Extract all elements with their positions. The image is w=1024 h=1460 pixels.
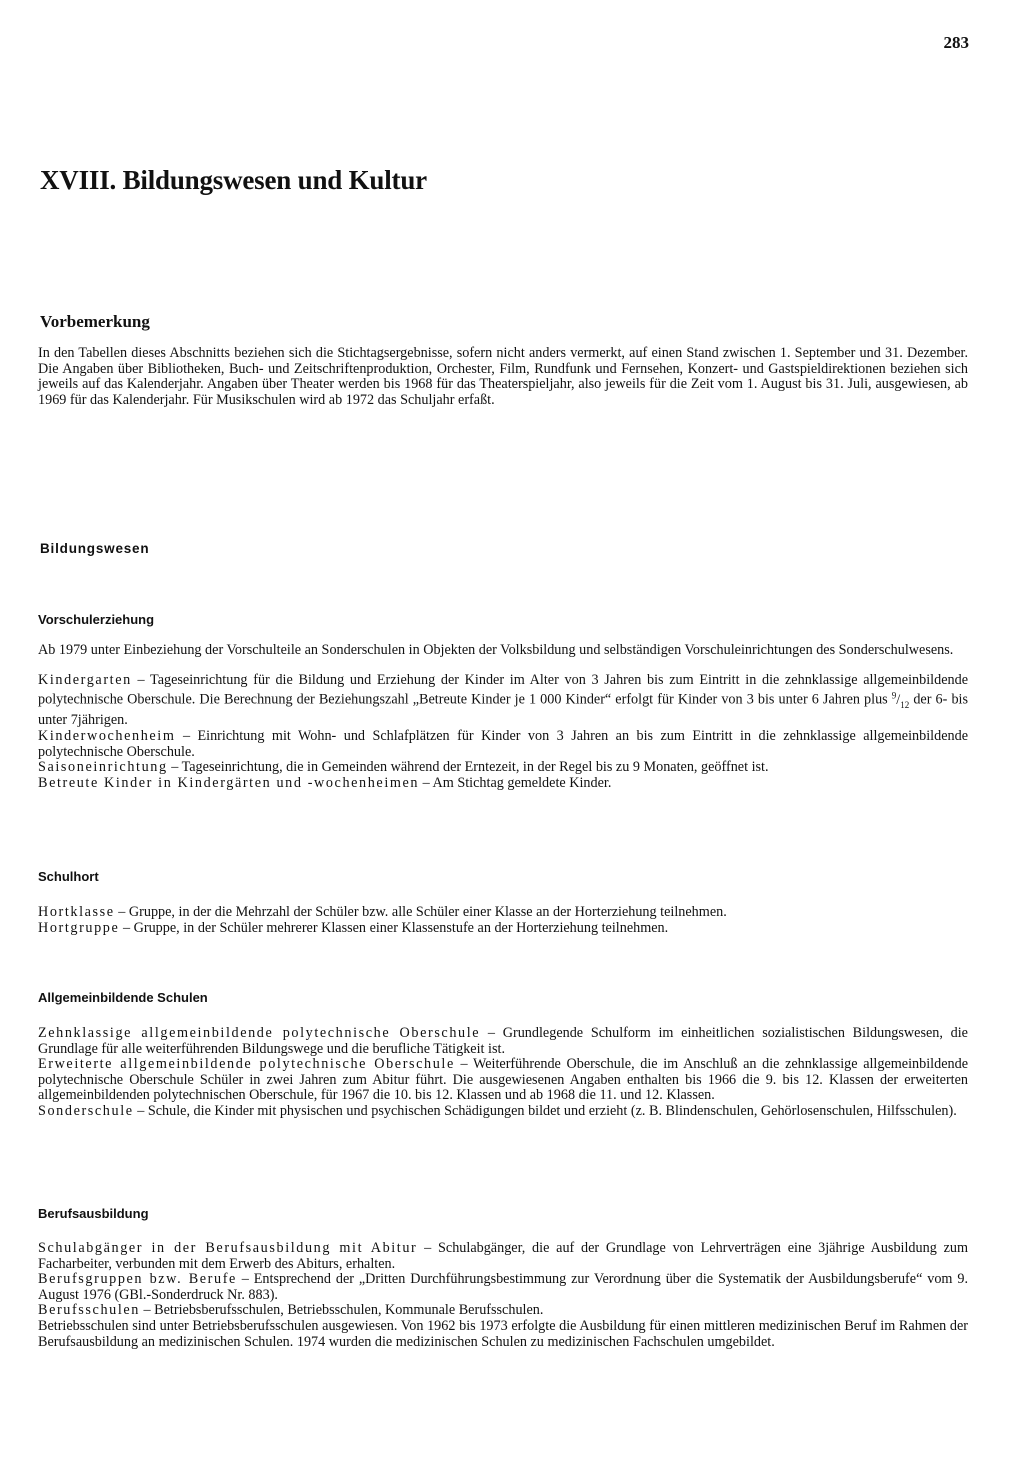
definition-kindergarten-text-b: der 6- bis unter 7jährigen. bbox=[38, 691, 968, 729]
allgemeinbildende-schulen-block bbox=[38, 1026, 968, 1120]
term-betreute-kinder: Betreute Kinder in Kindergärten und -wochenheimen bbox=[38, 774, 420, 791]
definition-zehnklassige-oberschule bbox=[38, 1026, 968, 1057]
definition-saisoneinrichtung-text: – Tageseinrichtung, die in Gemeinden während der Erntezeit, in der Regel bis zu 9 Monaten, geöffnet ist. bbox=[167, 759, 769, 776]
term-sonderschule: Sonderschule bbox=[38, 1102, 134, 1119]
definition-kinderwochenheim bbox=[38, 729, 968, 760]
definition-berufsgruppen-text: – Entsprechend der „Dritten Durchführungsbestimmung zur Verordnung über die Systematik der Ausbildungsberufe“ vom 9. August 1976 (GBl.-Sonderdruck Nr. 883). bbox=[38, 1271, 968, 1303]
definition-sonderschule bbox=[38, 1104, 968, 1120]
definition-schulabgaenger-text: – Schulabgänger, die auf der Grundlage von Lehrverträgen eine 3jährige Ausbildung zum Facharbeiter, verbunden mit dem Erwerb des Abiturs, erhalten. bbox=[38, 1240, 969, 1272]
term-kindergarten: Kindergarten bbox=[38, 671, 132, 688]
page-number: 283 bbox=[943, 33, 969, 52]
definition-erweiterte-oberschule bbox=[38, 1057, 968, 1104]
bildungswesen-heading: Bildungswesen bbox=[40, 541, 150, 556]
vorbemerkung-text-block bbox=[38, 346, 968, 408]
definition-zehnklassige-oberschule-text: – Grundlegende Schulform im einheitlichen sozialistischen Bildungswesen, die Grundlage für alle weiterführenden Bildungswege und die berufliche Tätigkeit ist. bbox=[38, 1025, 968, 1057]
schulhort-heading: Schulhort bbox=[38, 869, 99, 884]
berufsausbildung-note: Betriebsschulen sind unter Betriebsberufsschulen ausgewiesen. Von 1962 bis 1973 erfolgte die Ausbildung für einen mittleren medizinischen Beruf im Rahmen der Berufsausbildung an medizinischen Schulen. 1974 wurden die medizinischen Schulen zu medizinischen Fachschulen umgebildet. bbox=[38, 1317, 968, 1350]
chapter-title: XVIII. Bildungswesen und Kultur bbox=[40, 165, 427, 195]
definition-sonderschule-text: – Schule, die Kinder mit physischen und psychischen Schädigungen bildet und erzieht (z. B. Blindenschulen, Gehörlosenschulen, Hilfsschulen). bbox=[133, 1102, 957, 1119]
definition-betreute-kinder bbox=[38, 776, 968, 792]
definition-kindergarten bbox=[38, 673, 968, 729]
term-hortklasse: Hortklasse bbox=[38, 904, 115, 920]
term-zehnklassige-oberschule: Zehnklassige allgemeinbildende polytechnische Oberschule bbox=[38, 1025, 481, 1041]
definition-saisoneinrichtung bbox=[38, 760, 968, 776]
definition-betreute-kinder-text: – Am Stichtag gemeldete Kinder. bbox=[419, 774, 612, 791]
term-erweiterte-oberschule: Erweiterte allgemeinbildende polytechnische Oberschule bbox=[38, 1056, 455, 1073]
definition-berufsgruppen bbox=[38, 1272, 968, 1303]
definition-hortklasse bbox=[38, 905, 968, 921]
schulhort-block bbox=[38, 905, 968, 936]
term-schulabgaenger: Schulabgänger in der Berufsausbildung mit Abitur bbox=[38, 1240, 418, 1256]
definition-kinderwochenheim-text: – Einrichtung mit Wohn- und Schlafplätzen für Kinder von 3 Jahren an bis zum Eintritt in die zehnklassige allgemeinbildende polytechnische Oberschule. bbox=[38, 727, 968, 760]
fraction-numerator: 9 bbox=[891, 690, 897, 701]
vorschulerziehung-block bbox=[38, 643, 968, 791]
definition-hortgruppe-text: – Gruppe, in der Schüler mehrerer Klassen einer Klassenstufe an der Horterziehung teilnehmen. bbox=[119, 919, 669, 936]
definition-erweiterte-oberschule-text: – Weiterführende Oberschule, die im Anschluß an die zehnklassige allgemeinbildende polytechnische Oberschule Schüler in zwei Jahren zum Abitur führt. Die ausgewiesenen Angaben enthalten bis 1966 die 9. bis 12. Klassen der erweiterten allgemeinbildenden polytechnischen Oberschule, für 1967 die 10. bis 12. Klassen und ab 1968 die 11. und 12. Klassen. bbox=[38, 1056, 968, 1104]
definition-hortgruppe bbox=[38, 921, 968, 937]
term-hortgruppe: Hortgruppe bbox=[38, 919, 120, 936]
definition-kindergarten-text-a: – Tageseinrichtung für die Bildung und Erziehung der Kinder im Alter von 3 Jahren bis zum Eintritt in die zehnklassige allgemeinbildende polytechnische Oberschule. Die Berechnung der Beziehungszahl „Betreute Kinder je 1 000 Kinder“ erfolgt für Kinder von 3 bis unter 6 Jahren plus bbox=[38, 671, 968, 708]
fraction-denominator: 12 bbox=[900, 699, 910, 710]
vorbemerkung-text: In den Tabellen dieses Abschnitts beziehen sich die Stichtagsergebnisse, sofern nicht anders vermerkt, auf einen Stand zwischen 1. September und 31. Dezember. Die Angaben über Bibliotheken, Buch- und Zeitschriftenproduktion, Orchester, Film, Rundfunk und Fernsehen, Konzert- und Gastspieldirektionen beziehen sich jeweils auf das Kalenderjahr. Angaben über Theater werden bis 1968 für das Theaterspieljahr, also jeweils für die Zeit vom 1. August bis 31. Juli, ausgewiesen, ab 1969 für das Kalenderjahr. Für Musikschulen wird ab 1972 das Schuljahr erfaßt. bbox=[38, 345, 968, 408]
definition-hortklasse-text: – Gruppe, in der die Mehrzahl der Schüler bzw. alle Schüler einer Klasse an der Horterziehung teilnehmen. bbox=[114, 904, 727, 920]
term-saisoneinrichtung: Saisoneinrichtung bbox=[38, 759, 168, 776]
berufsausbildung-heading: Berufsausbildung bbox=[38, 1206, 149, 1221]
term-kinderwochenheim: Kinderwochenheim bbox=[38, 727, 176, 744]
definition-berufsschulen bbox=[38, 1303, 968, 1319]
term-berufsschulen: Berufsschulen bbox=[38, 1302, 140, 1319]
berufsausbildung-block bbox=[38, 1241, 968, 1350]
fraction-nine-twelfths: $^9/_{12}$ bbox=[891, 690, 910, 710]
vorschulerziehung-heading: Vorschulerziehung bbox=[38, 612, 155, 627]
term-berufsgruppen: Berufsgruppen bzw. Berufe bbox=[38, 1271, 237, 1288]
allgemeinbildende-schulen-heading: Allgemeinbildende Schulen bbox=[38, 990, 208, 1005]
definition-schulabgaenger bbox=[38, 1241, 968, 1272]
vorschulerziehung-intro: Ab 1979 unter Einbeziehung der Vorschulteile an Sonderschulen in Objekten der Volksbildung und selbständigen Vorschuleinrichtungen des Sonderschulwesens. bbox=[38, 642, 954, 658]
definition-berufsschulen-text: – Betriebsberufsschulen, Betriebsschulen, Kommunale Berufsschulen. bbox=[139, 1302, 544, 1319]
vorbemerkung-heading: Vorbemerkung bbox=[40, 312, 150, 331]
